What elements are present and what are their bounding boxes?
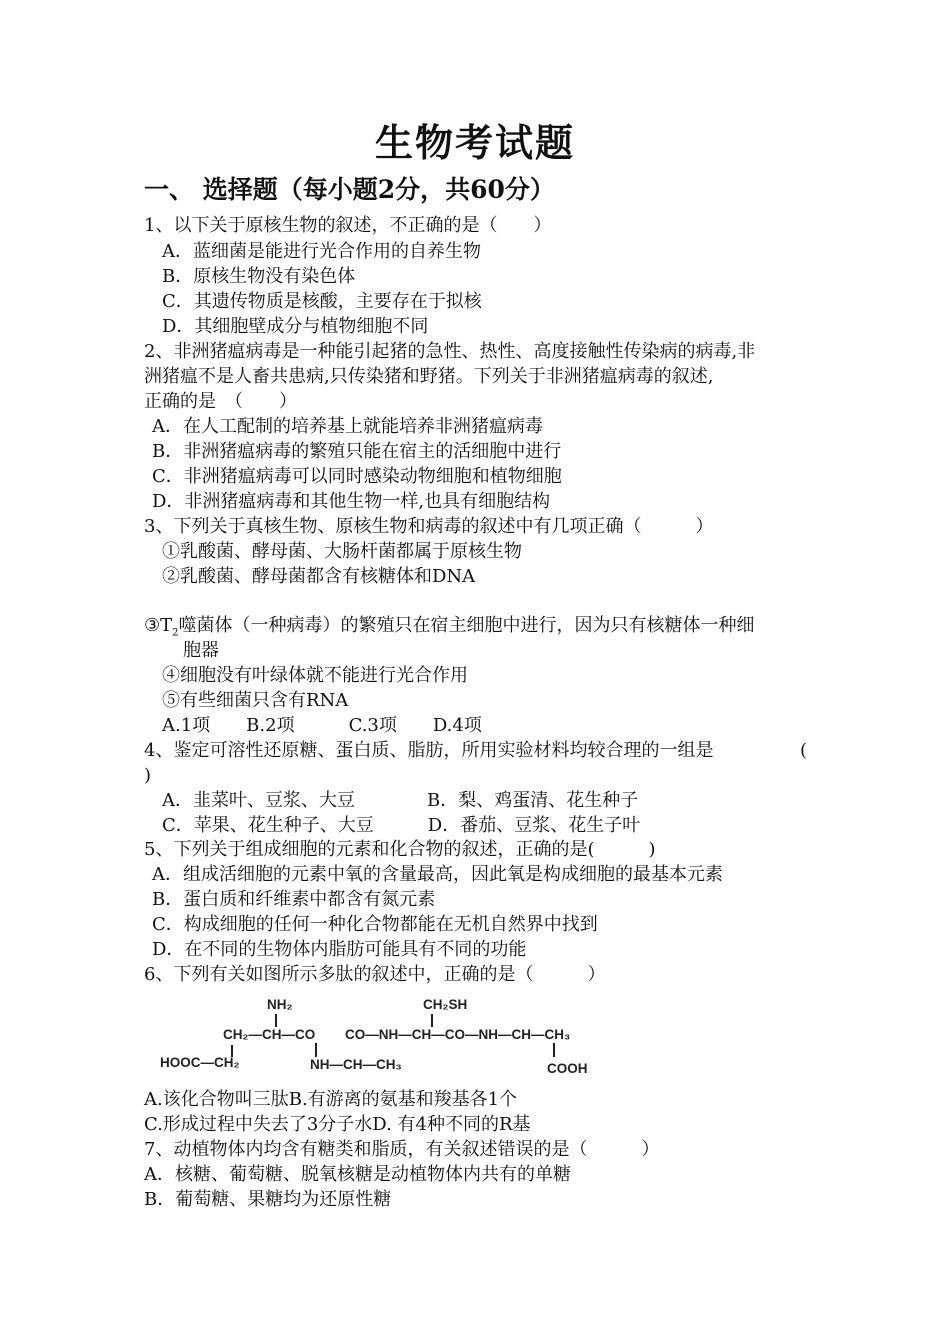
- polypeptide-structure-diagram: [155, 995, 625, 1080]
- question-4-options-cd: C．苹果、花生种子、大豆 D．番茄、豆浆、花生子叶: [162, 815, 641, 836]
- bond-line: [431, 1014, 433, 1027]
- question-3-options: A.1项 B.2项 C.3项 D.4项: [162, 715, 482, 736]
- chain-segment-hooc: HOOC—CH₂: [160, 1055, 240, 1070]
- question-3-statement-3-continued: 胞器: [183, 640, 219, 661]
- question-5-option-d: D．在不同的生物体内脂肪可能具有不同的功能: [152, 939, 527, 960]
- question-4-paren-open: (: [800, 740, 808, 761]
- question-4-stem: 4、鉴定可溶性还原糖、蛋白质、脂肪，所用实验材料均较合理的一组是: [144, 740, 714, 761]
- amino-group-label: NH₂: [267, 997, 293, 1012]
- bond-line: [315, 1043, 317, 1057]
- question-1-option-b: B．原核生物没有染色体: [162, 266, 356, 287]
- question-2-stem-line-1: 2、非洲猪瘟病毒是一种能引起猪的急性、热性、高度接触性传染病的病毒,非: [144, 341, 756, 362]
- question-6-options-cd: C.形成过程中失去了3分子水D. 有4种不同的R基: [144, 1114, 531, 1135]
- question-6-stem: 6、下列有关如图所示多肽的叙述中，正确的是（ ）: [144, 964, 606, 985]
- question-6-options-ab: A.该化合物叫三肽B.有游离的氨基和羧基各1个: [144, 1089, 518, 1110]
- question-3-statement-1: ①乳酸菌、酵母菌、大肠杆菌都属于原核生物: [162, 541, 522, 562]
- question-1-option-d: D．其细胞壁成分与植物细胞不同: [162, 316, 429, 337]
- statement-3-text: 噬菌体（一种病毒）的繁殖只在宿主细胞中进行，因为只有核糖体一种细: [178, 615, 755, 636]
- statement-3-subscript: 2: [172, 627, 179, 639]
- question-2-stem-line-3: 正确的是 （ ）: [144, 391, 297, 412]
- question-3-stem: 3、下列关于真核生物、原核生物和病毒的叙述中有几项正确（ ）: [144, 516, 714, 537]
- question-2-option-b: B．非洲猪瘟病毒的繁殖只能在宿主的活细胞中进行: [152, 441, 562, 462]
- carboxyl-group-label: COOH: [547, 1061, 588, 1076]
- question-3-statement-2: ②乳酸菌、酵母菌都含有核糖体和DNA: [162, 566, 476, 587]
- section-heading: 一、 选择题（每小题2分，共60分）: [144, 175, 555, 204]
- question-2-stem-line-2: 洲猪瘟不是人畜共患病,只传染猪和野猪。下列关于非洲猪瘟病毒的叙述,: [144, 366, 714, 387]
- statement-3-prefix: ③T: [144, 615, 173, 636]
- side-chain-ch2sh-label: CH₂SH: [423, 997, 468, 1012]
- bond-line: [275, 1014, 277, 1027]
- question-1-option-c: C．其遗传物质是核酸，主要存在于拟核: [162, 291, 482, 312]
- page-title: 生物考试题: [374, 120, 575, 165]
- question-7-option-a: A．核糖、葡萄糖、脱氧核糖是动植物体内共有的单糖: [144, 1164, 571, 1185]
- question-4-paren-close: ): [144, 765, 152, 786]
- question-2-option-c: C．非洲猪瘟病毒可以同时感染动物细胞和植物细胞: [152, 466, 562, 487]
- question-5-stem: 5、下列关于组成细胞的元素和化合物的叙述，正确的是( ): [144, 839, 656, 860]
- chain-segment-left: CH₂—CH—CO: [223, 1027, 316, 1042]
- question-1-stem: 1、以下关于原核生物的叙述，不正确的是（ ）: [144, 215, 552, 236]
- question-5-option-a: A．组成活细胞的元素中氧的含量最高，因此氧是构成细胞的最基本元素: [152, 864, 723, 885]
- chain-segment-nh-ch-ch3: NH—CH—CH₃: [310, 1057, 402, 1072]
- question-5-option-b: B．蛋白质和纤维素中都含有氮元素: [152, 889, 436, 910]
- question-7-stem: 7、动植物体内均含有糖类和脂质，有关叙述错误的是（ ）: [144, 1139, 660, 1160]
- question-2-option-a: A．在人工配制的培养基上就能培养非洲猪瘟病毒: [152, 416, 543, 437]
- question-4-options-ab: A．韭菜叶、豆浆、大豆 B．梨、鸡蛋清、花生种子: [162, 790, 639, 811]
- question-3-statement-4: ④细胞没有叶绿体就不能进行光合作用: [162, 665, 468, 686]
- bond-line: [553, 1043, 555, 1057]
- question-7-option-b: B．葡萄糖、果糖均为还原性糖: [144, 1189, 392, 1210]
- question-5-option-c: C．构成细胞的任何一种化合物都能在无机自然界中找到: [152, 914, 598, 935]
- chain-segment-right: CO—NH—CH—CO—NH—CH—CH₃: [345, 1027, 571, 1042]
- question-2-option-d: D．非洲猪瘟病毒和其他生物一样,也具有细胞结构: [152, 491, 551, 512]
- question-3-statement-5: ⑤有些细菌只含有RNA: [162, 690, 349, 711]
- question-3-statement-3: [144, 614, 755, 646]
- question-1-option-a: A．蓝细菌是能进行光合作用的自养生物: [162, 241, 481, 262]
